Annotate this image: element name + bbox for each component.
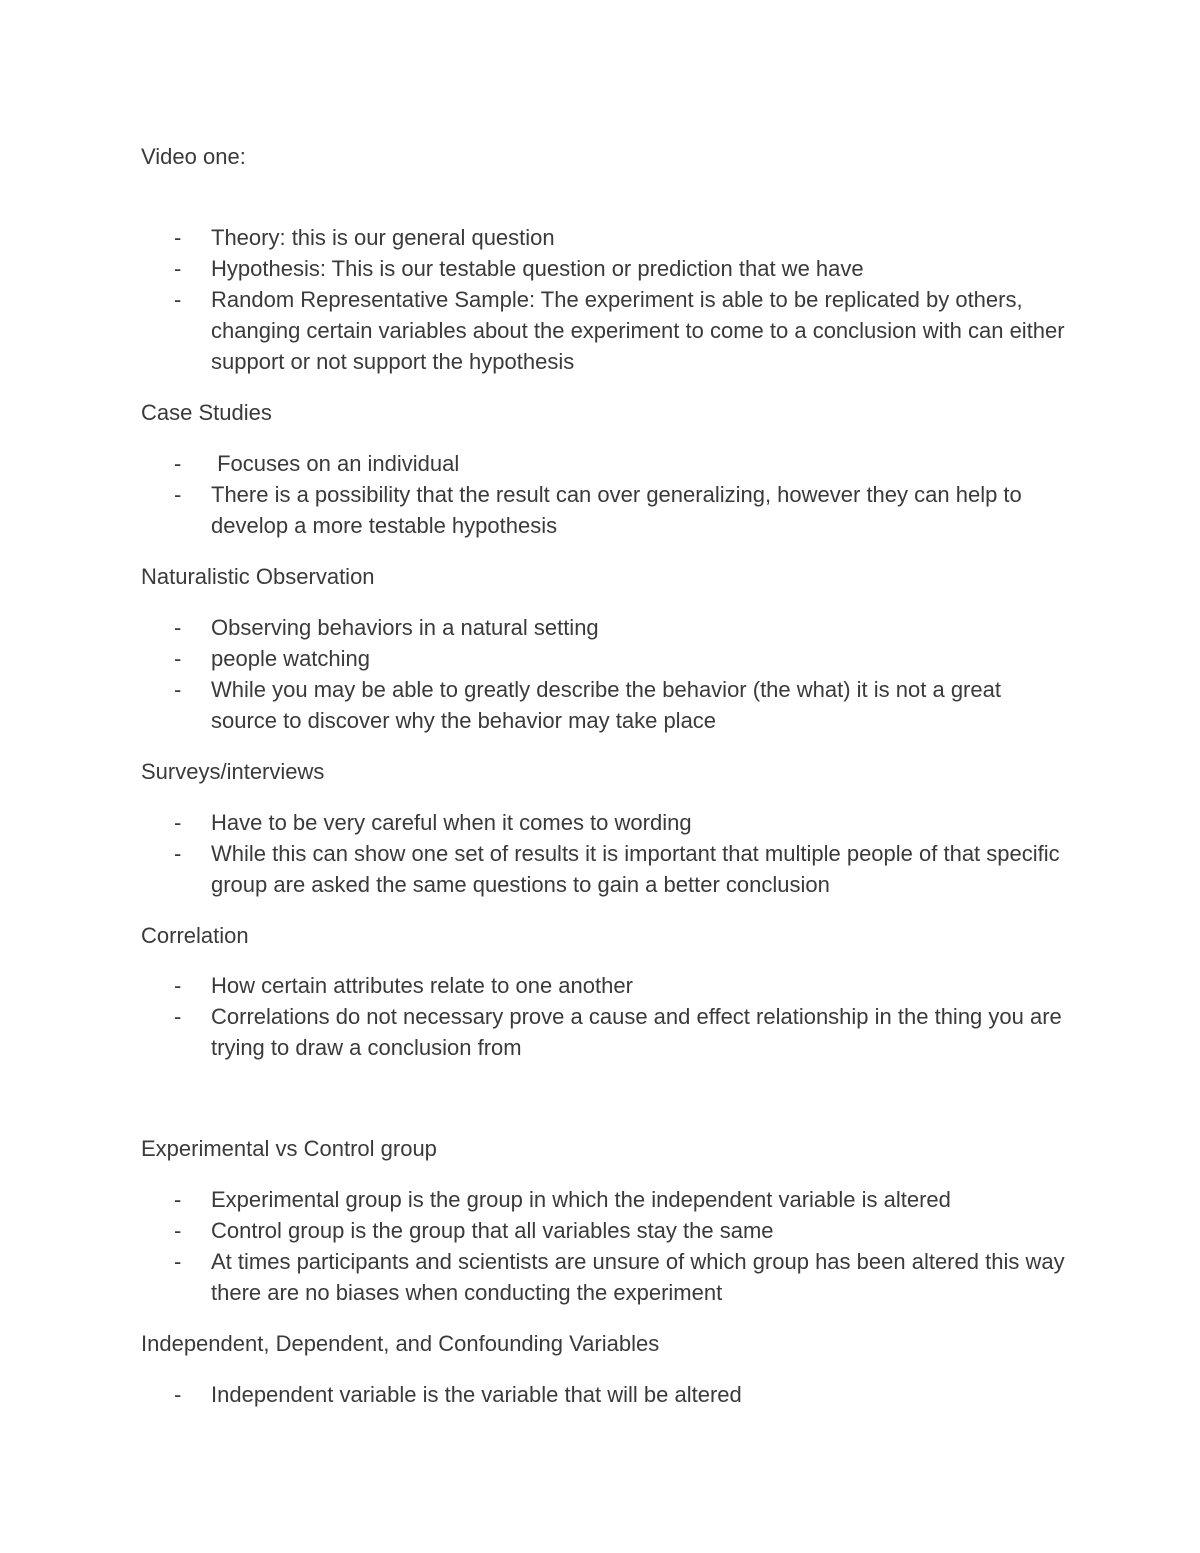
- list-item-text: How certain attributes relate to one another: [211, 973, 633, 998]
- section-heading: Experimental vs Control group: [141, 1136, 437, 1161]
- bullet-list: [141, 970, 1071, 1063]
- list-item-text: people watching: [211, 646, 371, 671]
- bullet-list: [141, 1184, 1071, 1308]
- list-item-text: Random Representative Sample: The experiment is able to be replicated by others, changing certain variables about the experiment to come to a conclusion with can either support or not support the hypothesis: [211, 287, 1065, 374]
- dash-bullet: -: [174, 1218, 182, 1243]
- list-item: [141, 1001, 1071, 1063]
- list-item-text: Have to be very careful when it comes to wording: [211, 810, 692, 835]
- list-item: [141, 807, 1071, 838]
- bullet-list: [141, 807, 1071, 900]
- list-item-text: At times participants and scientists are unsure of which group has been altered this way there are no biases when conducting the experiment: [211, 1249, 1065, 1305]
- dash-bullet: -: [174, 677, 182, 702]
- bullet-list: [141, 612, 1071, 736]
- dash-bullet: -: [174, 451, 182, 476]
- dash-bullet: -: [174, 225, 182, 250]
- dash-bullet: -: [174, 287, 182, 312]
- list-item: [141, 838, 1071, 900]
- list-item: [141, 479, 1071, 541]
- list-item: [141, 448, 1071, 479]
- dash-bullet: -: [174, 482, 182, 507]
- bullet-list: [141, 1379, 1071, 1410]
- section-heading: Independent, Dependent, and Confounding Variables: [141, 1331, 660, 1356]
- section-heading: Case Studies: [141, 400, 272, 425]
- dash-bullet: -: [174, 1249, 182, 1274]
- list-item-text: Observing behaviors in a natural setting: [211, 615, 599, 640]
- list-item: [141, 284, 1071, 377]
- list-item-text: Theory: this is our general question: [211, 225, 555, 250]
- list-item-text: Experimental group is the group in which the independent variable is altered: [211, 1187, 951, 1212]
- dash-bullet: -: [174, 810, 182, 835]
- section-heading: Correlation: [141, 923, 249, 948]
- dash-bullet: -: [174, 256, 182, 281]
- list-item: [141, 612, 1071, 643]
- list-item: [141, 674, 1071, 736]
- list-item-text: There is a possibility that the result can over generalizing, however they can help to develop a more testable hypothesis: [211, 482, 1022, 538]
- dash-bullet: -: [174, 973, 182, 998]
- list-item-text: Independent variable is the variable that will be altered: [211, 1382, 742, 1407]
- list-item-text: Focuses on an individual: [211, 451, 460, 476]
- dash-bullet: -: [174, 841, 182, 866]
- dash-bullet: -: [174, 1382, 182, 1407]
- list-item: [141, 1246, 1071, 1308]
- section-heading: Surveys/interviews: [141, 759, 325, 784]
- dash-bullet: -: [174, 1187, 182, 1212]
- dash-bullet: -: [174, 646, 182, 671]
- dash-bullet: -: [174, 1004, 182, 1029]
- dash-bullet: -: [174, 615, 182, 640]
- list-item: [141, 1215, 1071, 1246]
- list-item: [141, 1184, 1071, 1215]
- list-item-text: Correlations do not necessary prove a cause and effect relationship in the thing you are trying to draw a conclusion from: [211, 1004, 1062, 1060]
- list-item: [141, 222, 1071, 253]
- list-item-text: Control group is the group that all variables stay the same: [211, 1218, 774, 1243]
- bullet-list: [141, 222, 1071, 377]
- list-item: [141, 253, 1071, 284]
- section-heading: Naturalistic Observation: [141, 564, 375, 589]
- section-heading: Video one:: [141, 144, 246, 169]
- list-item-text: Hypothesis: This is our testable question or prediction that we have: [211, 256, 864, 281]
- list-item: [141, 1379, 1071, 1410]
- list-item-text: While you may be able to greatly describe the behavior (the what) it is not a great source to discover why the behavior may take place: [211, 677, 1001, 733]
- list-item-text: While this can show one set of results it is important that multiple people of that specific group are asked the same questions to gain a better conclusion: [211, 841, 1060, 897]
- bullet-list: [141, 448, 1071, 541]
- list-item: [141, 643, 1071, 674]
- list-item: [141, 970, 1071, 1001]
